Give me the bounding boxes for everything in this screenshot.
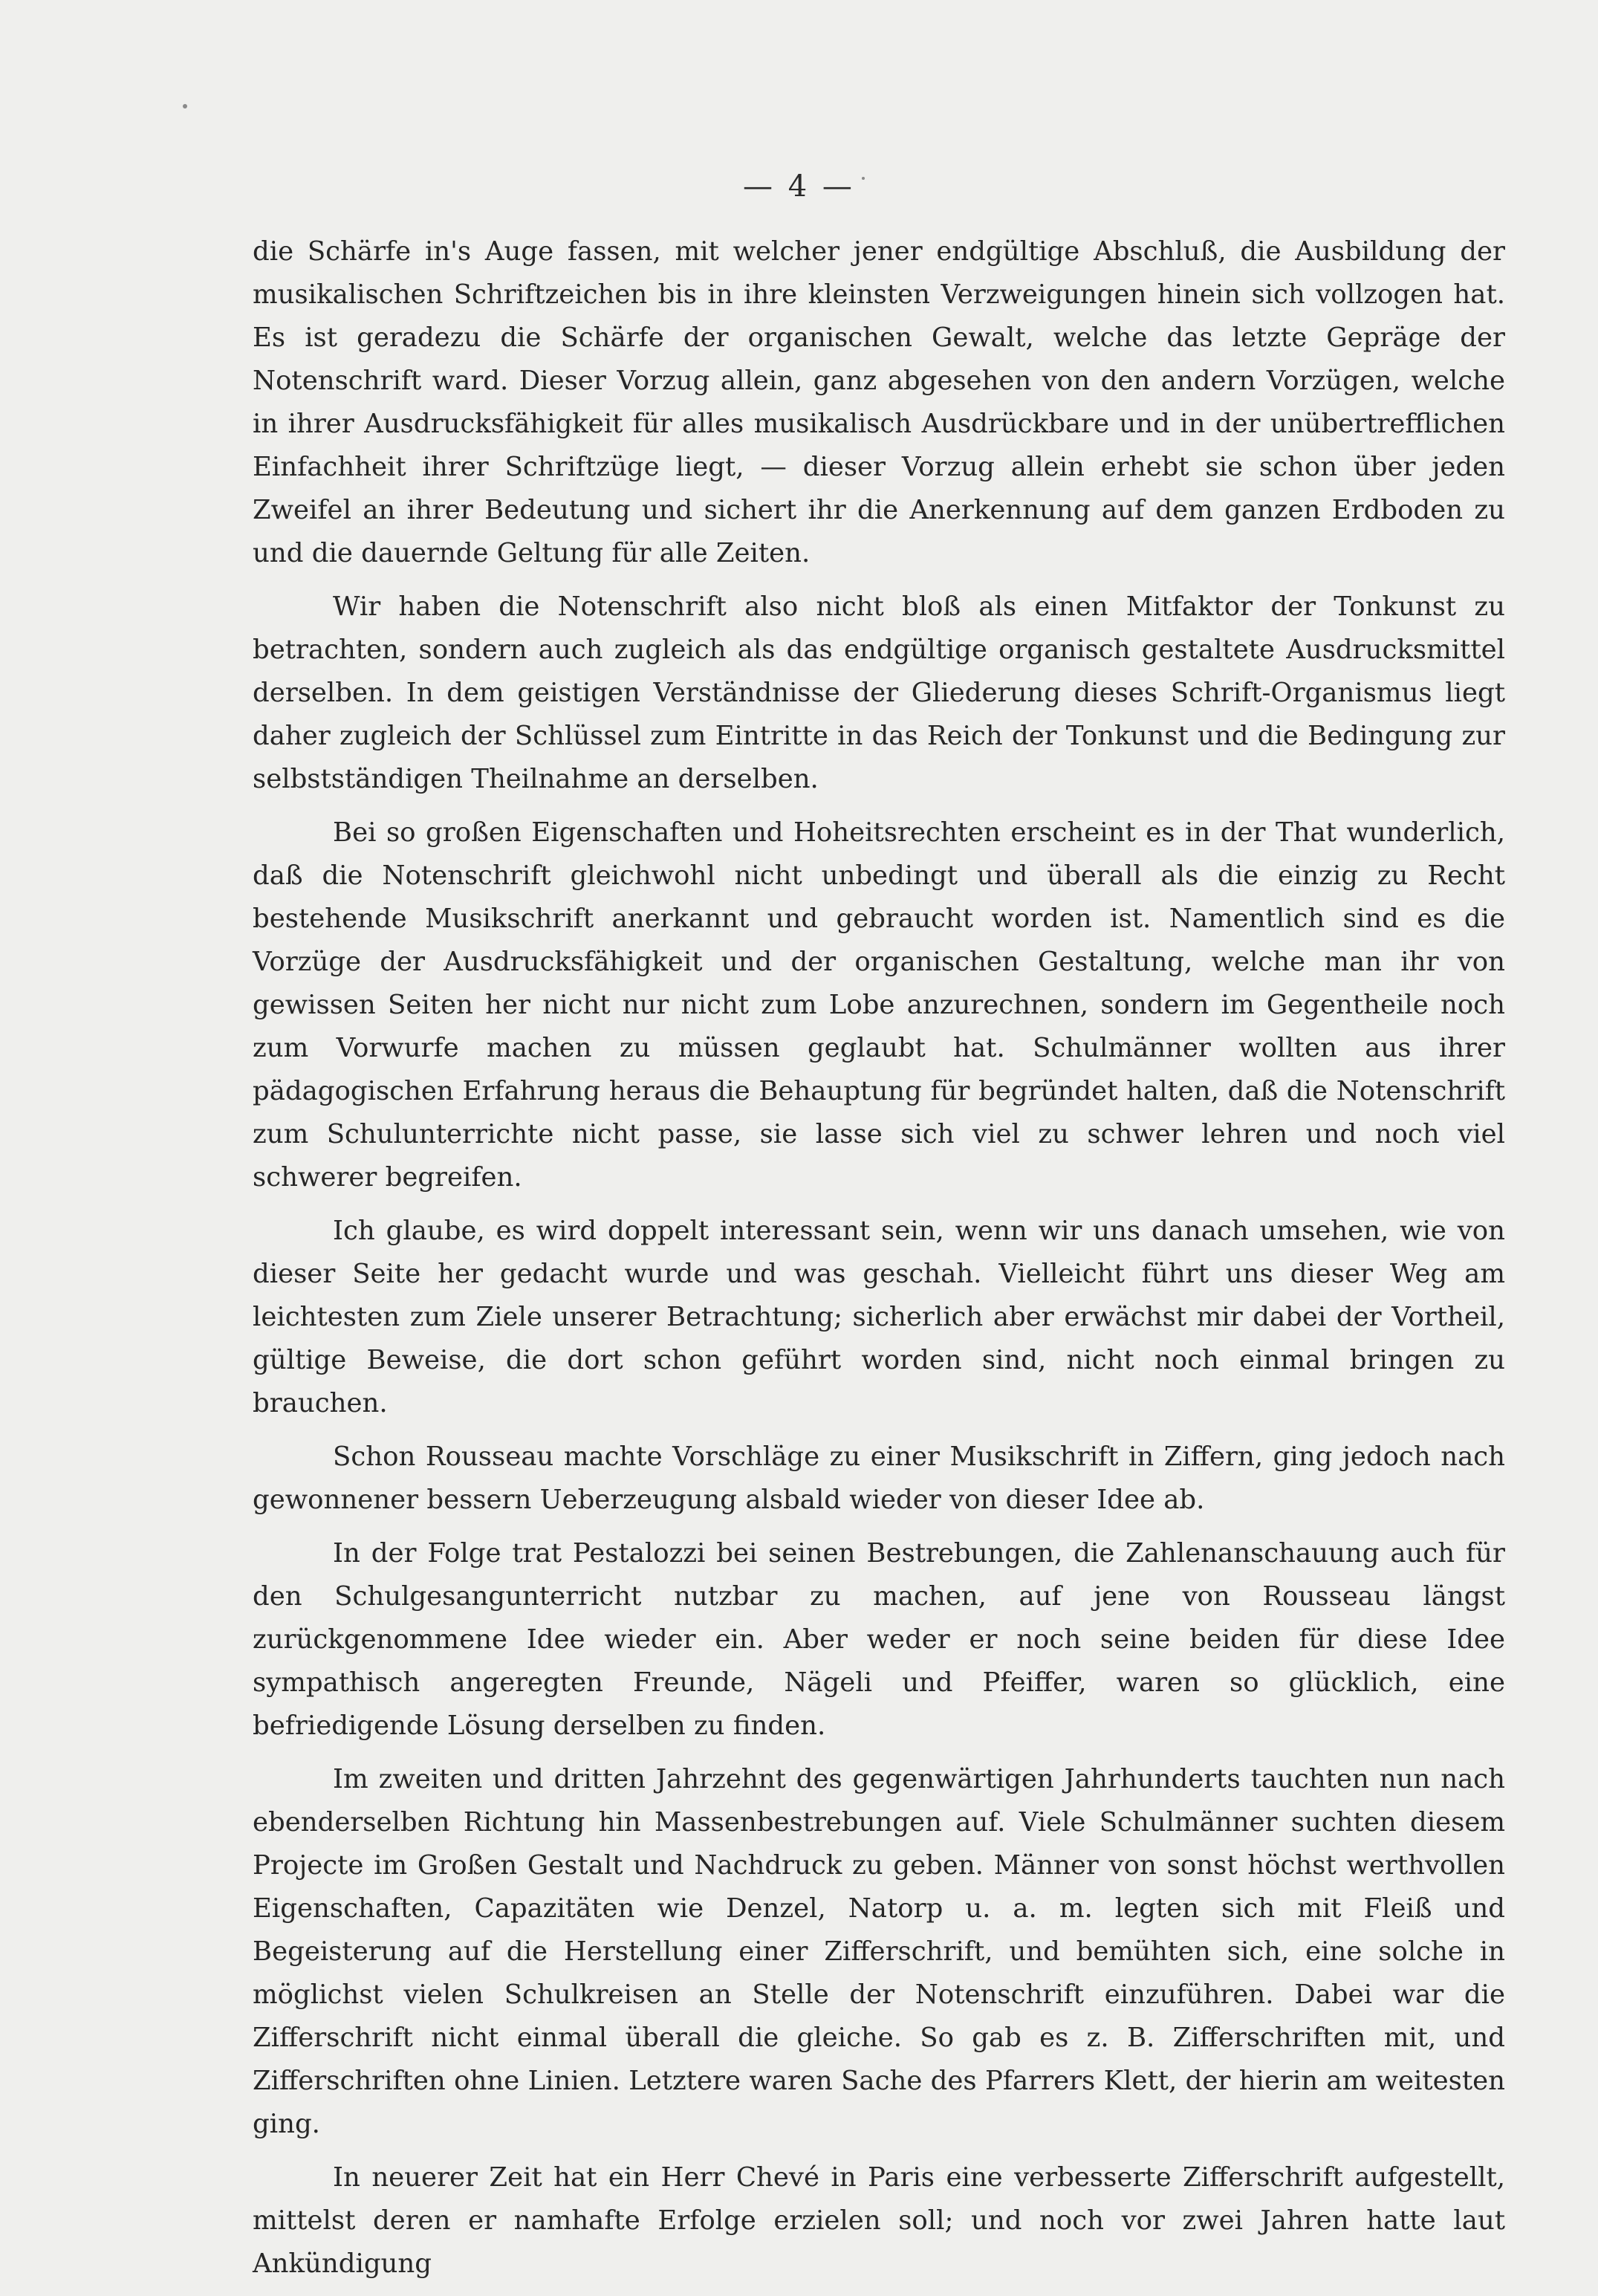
paragraph: In der Folge trat Pestalozzi bei seinen Bestrebungen, die Zahlenanschauung auch für den Schulgesangunterricht nutzbar zu machen, auf jene von Rousseau längst zurückgenommene Idee wieder ein. Aber weder er noch seine beiden für diese Idee sympathisch angeregten Freunde, Nägeli und Pfeiffer, waren so glücklich, eine befriedigende Lösung derselben zu finden.	[253, 1538, 1505, 1741]
paragraph: Ich glaube, es wird doppelt interessant sein, wenn wir uns danach umsehen, wie von dieser Seite her gedacht wurde und was geschah. Vielleicht führt uns dieser Weg am leichtesten zum Ziele unserer Betrachtung; sicherlich aber erwächst mir dabei der Vortheil, gültige Beweise, die dort schon geführt worden sind, nicht noch einmal bringen zu brauchen.	[253, 1216, 1505, 1418]
paragraph: Bei so großen Eigenschaften und Hoheitsrechten erscheint es in der That wunderlich, daß die Notenschrift gleichwohl nicht unbedingt und überall als die einzig zu Recht bestehende Musikschrift anerkannt und gebraucht worden ist. Namentlich sind es die Vorzüge der Ausdrucksfähigkeit und der organischen Gestaltung, welche man ihr von gewissen Seiten her nicht nur nicht zum Lobe anzurechnen, sondern im Gegentheile noch zum Vorwurfe machen zu müssen geglaubt hat. Schulmänner wollten aus ihrer pädagogischen Erfahrung heraus die Behauptung für begründet halten, daß die Notenschrift zum Schulunterrichte nicht passe, sie lasse sich viel zu schwer lehren und noch viel schwerer begreifen.	[253, 817, 1505, 1193]
paragraph: Wir haben die Notenschrift also nicht bloß als einen Mitfaktor der Tonkunst zu betrachten, sondern auch zugleich als das endgültige organisch gestaltete Ausdrucksmittel derselben. In dem geistigen Verständnisse der Gliederung dieses Schrift-Organismus liegt daher zugleich der Schlüssel zum Eintritte in das Reich der Tonkunst und die Bedingung zur selbstständigen Theilnahme an derselben.	[253, 591, 1505, 794]
paper-speck	[183, 104, 187, 108]
page-number: — 4 —	[743, 169, 855, 204]
paragraph: In neuerer Zeit hat ein Herr Chevé in Paris eine verbesserte Zifferschrift aufgestellt, mittelst deren er namhafte Erfolge erzielen soll; und noch vor zwei Jahren hatte laut Ankündigung	[253, 2162, 1505, 2279]
paragraph: die Schärfe in's Auge fassen, mit welcher jener endgültige Abschluß, die Ausbildung der musikalischen Schriftzeichen bis in ihre kleinsten Verzweigungen hinein sich vollzogen hat. Es ist geradezu die Schärfe der organischen Gewalt, welche das letzte Gepräge der Notenschrift ward. Dieser Vorzug allein, ganz abgesehen von den andern Vorzügen, welche in ihrer Ausdrucksfähigkeit für alles musikalisch Ausdrückbare und in der unübertrefflichen Einfachheit ihrer Schriftzüge liegt, — dieser Vorzug allein erhebt sie schon über jeden Zweifel an ihrer Bedeutung und sichert ihr die Anerkennung auf dem ganzen Erdboden zu und die dauernde Geltung für alle Zeiten.	[253, 236, 1505, 568]
paragraph: Im zweiten und dritten Jahrzehnt des gegenwärtigen Jahrhunderts tauchten nun nach ebenderselben Richtung hin Massenbestrebungen auf. Viele Schulmänner suchten diesem Projecte im Großen Gestalt und Nachdruck zu geben. Männer von sonst höchst werthvollen Eigenschaften, Capazitäten wie Denzel, Natorp u. a. m. legten sich mit Fleiß und Begeisterung auf die Herstellung einer Zifferschrift, und bemühten sich, eine solche in möglichst vielen Schulkreisen an Stelle der Notenschrift einzuführen. Dabei war die Zifferschrift nicht einmal überall die gleiche. So gab es z. B. Zifferschriften mit, und Zifferschriften ohne Linien. Letztere waren Sache des Pfarrers Klett, der hierin am weitesten ging.	[253, 1764, 1505, 2139]
body-text	[253, 230, 1505, 2296]
paragraph: Schon Rousseau machte Vorschläge zu einer Musikschrift in Ziffern, ging jedoch nach gewonnener bessern Ueberzeugung alsbald wieder von dieser Idee ab.	[253, 1442, 1505, 1515]
